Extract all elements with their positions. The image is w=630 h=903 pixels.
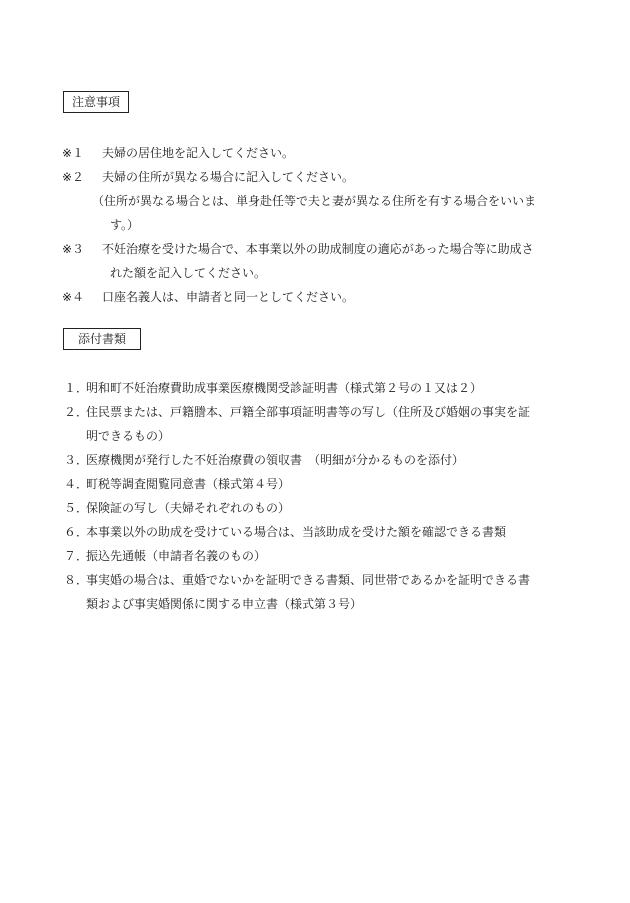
attachment-text: 本事業以外の助成を受けている場合は、当該助成を受けた額を確認できる書類 [86, 525, 507, 539]
attachment-text: 保険証の写し（夫婦それぞれのもの） [86, 501, 291, 515]
attachment-item-6 [62, 520, 582, 544]
attachment-item-3 [62, 448, 582, 472]
note-paren-line-2: す。） [110, 218, 140, 232]
notes-list [62, 141, 582, 309]
attachment-mark: ７． [64, 549, 89, 563]
attachment-mark: ３． [64, 453, 89, 467]
note-mark: ※１ [62, 146, 85, 160]
attachment-text: 住民票または、戸籍謄本、戸籍全部事項証明書等の写し（住所及び婚姻の事実を証 [86, 405, 531, 419]
attachment-mark: ２． [64, 405, 89, 419]
note-text: 不妊治療を受けた場合で、本事業以外の助成制度の適応があった場合等に助成さ [102, 242, 534, 256]
note-item-3-continuation: れた額を記入してください。 [110, 266, 267, 280]
attachment-item-5 [62, 496, 582, 520]
note-text: 夫婦の住所が異なる場合に記入してください。 [102, 170, 355, 184]
attachment-item-4 [62, 472, 582, 496]
note-item-2 [62, 165, 582, 189]
attachment-mark: １． [64, 381, 89, 395]
note-paren-line-1: （住所が異なる場合とは、単身赴任等で夫と妻が異なる住所を有する場合をいいま [92, 194, 537, 208]
attachment-item-1 [62, 376, 582, 400]
attachment-text: 明和町不妊治療費助成事業医療機関受診証明書（様式第２号の１又は２） [86, 381, 483, 395]
attachment-mark: ８． [64, 573, 89, 587]
note-text: 夫婦の居住地を記入してください。 [102, 146, 295, 160]
note-item-1 [62, 141, 582, 165]
note-text: 口座名義人は、申請者と同一としてください。 [102, 290, 355, 304]
attachments-list [62, 376, 582, 616]
attachment-mark: ６． [64, 525, 89, 539]
attachment-item-8-continuation: 類および事実婚関係に関する申立書（様式第３号） [86, 597, 363, 611]
attachments-heading: 添付書類 [63, 328, 141, 350]
note-mark: ※４ [62, 290, 85, 304]
note-mark: ※２ [62, 170, 85, 184]
attachment-item-2-continuation: 明できるもの） [86, 429, 171, 443]
note-item-4 [62, 285, 582, 309]
attachment-text: 事実婚の場合は、重婚でないかを証明できる書類、同世帯であるかを証明できる書 [86, 573, 531, 587]
attachment-item-2 [62, 400, 582, 424]
attachment-item-7 [62, 544, 582, 568]
attachment-text: 医療機関が発行した不妊治療費の領収書 （明細が分かるものを添付） [86, 453, 465, 467]
attachment-mark: ４． [64, 477, 89, 491]
attachment-text: 町税等調査閲覧同意書（様式第４号） [86, 477, 291, 491]
attachment-item-8 [62, 568, 582, 592]
attachment-mark: ５． [64, 501, 89, 515]
note-item-3 [62, 237, 582, 261]
attachment-text: 振込先通帳（申請者名義のもの） [86, 549, 267, 563]
note-mark: ※３ [62, 242, 85, 256]
notes-heading: 注意事項 [63, 91, 129, 113]
